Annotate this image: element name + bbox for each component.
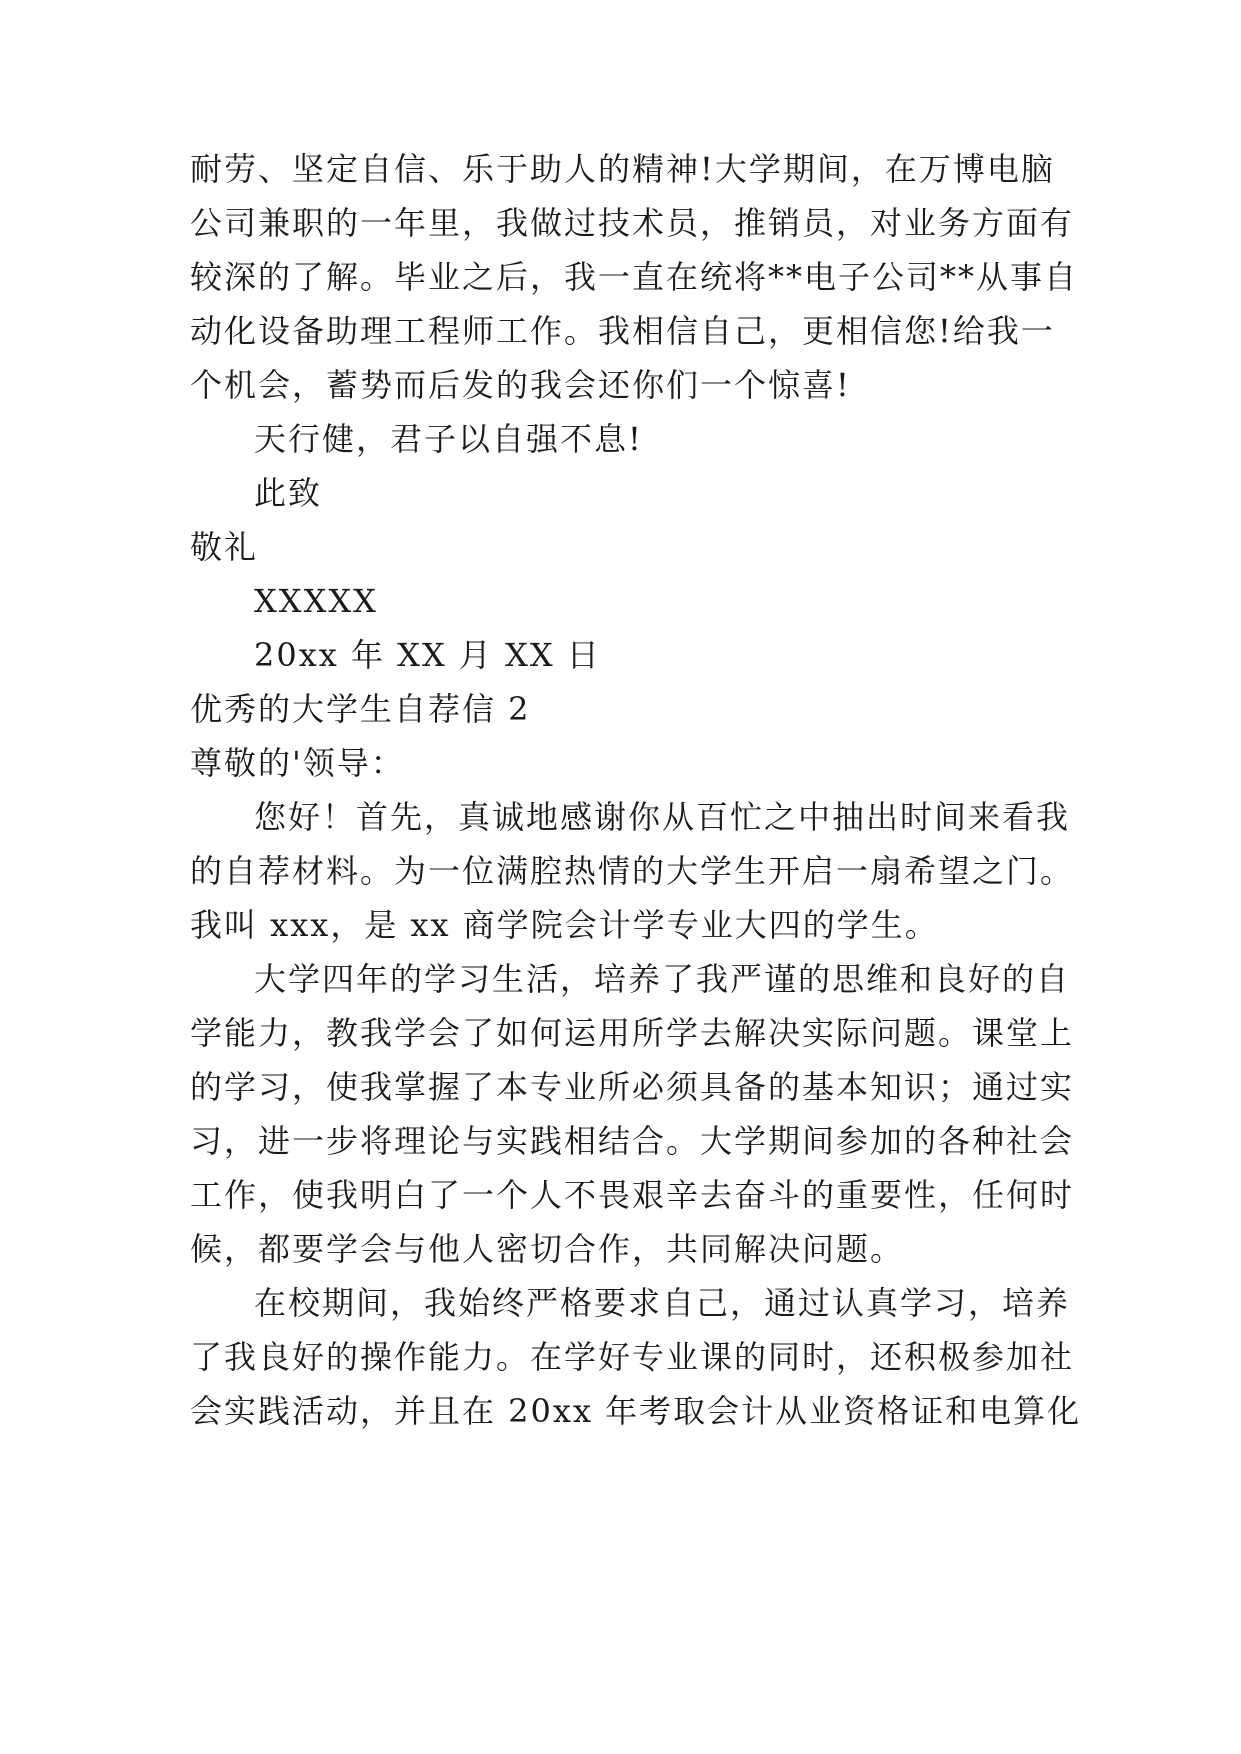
signature-date: 20xx 年 XX 月 XX 日 — [254, 636, 601, 674]
letter-greeting: 尊敬的'领导： — [190, 744, 405, 782]
text-line: 在校期间，我始终严格要求自己，通过认真学习，培养 — [254, 1284, 1071, 1322]
text-line: 的学习，使我掌握了本专业所必须具备的基本知识；通过实 — [190, 1068, 1075, 1106]
signature-name: XXXXX — [254, 582, 378, 620]
text-line: 大学四年的学习生活，培养了我严谨的思维和良好的自 — [254, 960, 1071, 998]
text-line: 候，都要学会与他人密切合作，共同解决问题。 — [190, 1230, 905, 1268]
text-line: 我叫 xxx，是 xx 商学院会计学专业大四的学生。 — [190, 906, 939, 944]
text-line: 个机会，蓄势而后发的我会还你们一个惊喜! — [190, 366, 851, 404]
salutation-closing: 此致 — [254, 474, 323, 512]
text-line: 的自荐材料。为一位满腔热情的大学生开启一扇希望之门。 — [190, 852, 1075, 890]
text-line: 工作，使我明白了一个人不畏艰辛去奋斗的重要性，任何时 — [190, 1176, 1075, 1214]
text-line: 习，进一步将理论与实践相结合。大学期间参加的各种社会 — [190, 1122, 1075, 1160]
salutation-regards: 敬礼 — [190, 528, 259, 566]
letter-title: 优秀的大学生自荐信 2 — [190, 690, 531, 728]
closing-motto: 天行健，君子以自强不息! — [254, 420, 643, 458]
text-line: 较深的了解。毕业之后，我一直在统将**电子公司**从事自 — [190, 258, 1079, 296]
text-line: 会实践活动，并且在 20xx 年考取会计从业资格证和电算化 — [190, 1392, 1082, 1430]
text-line: 学能力，教我学会了如何运用所学去解决实际问题。课堂上 — [190, 1014, 1075, 1052]
text-line: 您好！首先，真诚地感谢你从百忙之中抽出时间来看我 — [254, 798, 1071, 836]
text-line: 了我良好的操作能力。在学好专业课的同时，还积极参加社 — [190, 1338, 1075, 1376]
text-line: 耐劳、坚定自信、乐于助人的精神!大学期间，在万博电脑 — [190, 150, 1055, 188]
text-line: 动化设备助理工程师工作。我相信自己，更相信您!给我一 — [190, 312, 1055, 350]
text-line: 公司兼职的一年里，我做过技术员，推销员，对业务方面有 — [190, 204, 1075, 242]
